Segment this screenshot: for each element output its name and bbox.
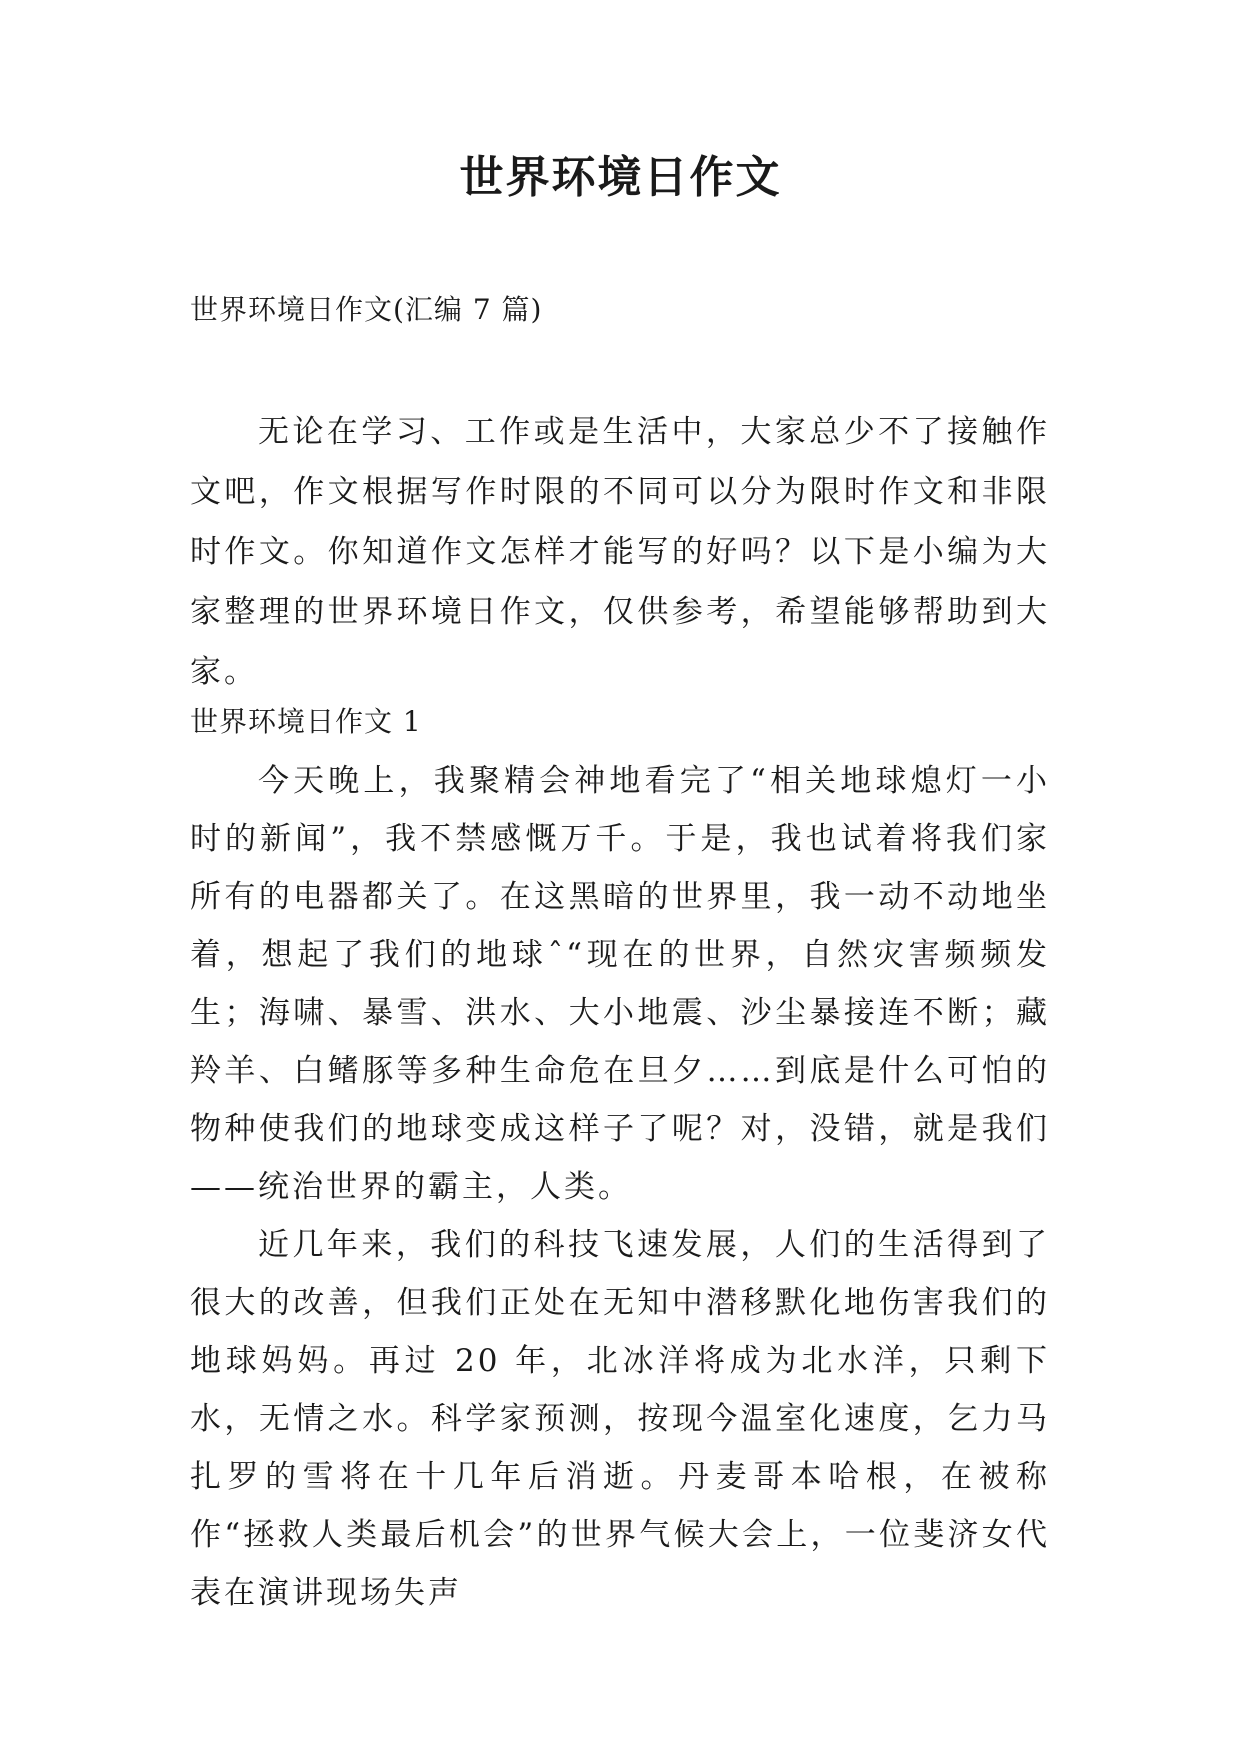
document-title: 世界环境日作文 xyxy=(459,152,782,203)
essay-paragraph-1: 今天晚上，我聚精会神地看完了“相关地球熄灯一小时的新闻”，我不禁感慨万千。于是，我也试着将我们家所有的电器都关了。在这黑暗的世界里，我一动不动地坐着，想起了我们的地球ˆ“现在的世界，自然灾害频频发生；海啸、暴雪、洪水、大小地震、沙尘暴接连不断；藏羚羊、白鳍豚等多种生命危在旦夕……到底是什么可怕的物种使我们的地球变成这样子了呢？对，没错，就是我们——统治世界的霸主，人类。 xyxy=(190,763,1050,1205)
intro-paragraph-block xyxy=(190,402,1050,702)
essay-paragraph-2: 近几年来，我们的科技飞速发展，人们的生活得到了很大的改善，但我们正处在无知中潜移默化地伤害我们的地球妈妈。再过 20 年，北冰洋将成为北水洋，只剩下水，无情之水。科学家预测，按现今温室化速度，乞力马扎罗的雪将在十几年后消逝。丹麦哥本哈根，在被称作“拯救人类最后机会”的世界气候大会上，一位斐济女代表在演讲现场失声 xyxy=(190,1227,1050,1611)
section-heading: 世界环境日作文 1 xyxy=(190,705,422,738)
essay-body xyxy=(190,752,1050,1622)
document-subtitle: 世界环境日作文(汇编 7 篇) xyxy=(190,293,543,326)
intro-paragraph: 无论在学习、工作或是生活中，大家总少不了接触作文吧，作文根据写作时限的不同可以分为限时作文和非限时作文。你知道作文怎样才能写的好吗？以下是小编为大家整理的世界环境日作文，仅供参考，希望能够帮助到大家。 xyxy=(190,414,1050,690)
